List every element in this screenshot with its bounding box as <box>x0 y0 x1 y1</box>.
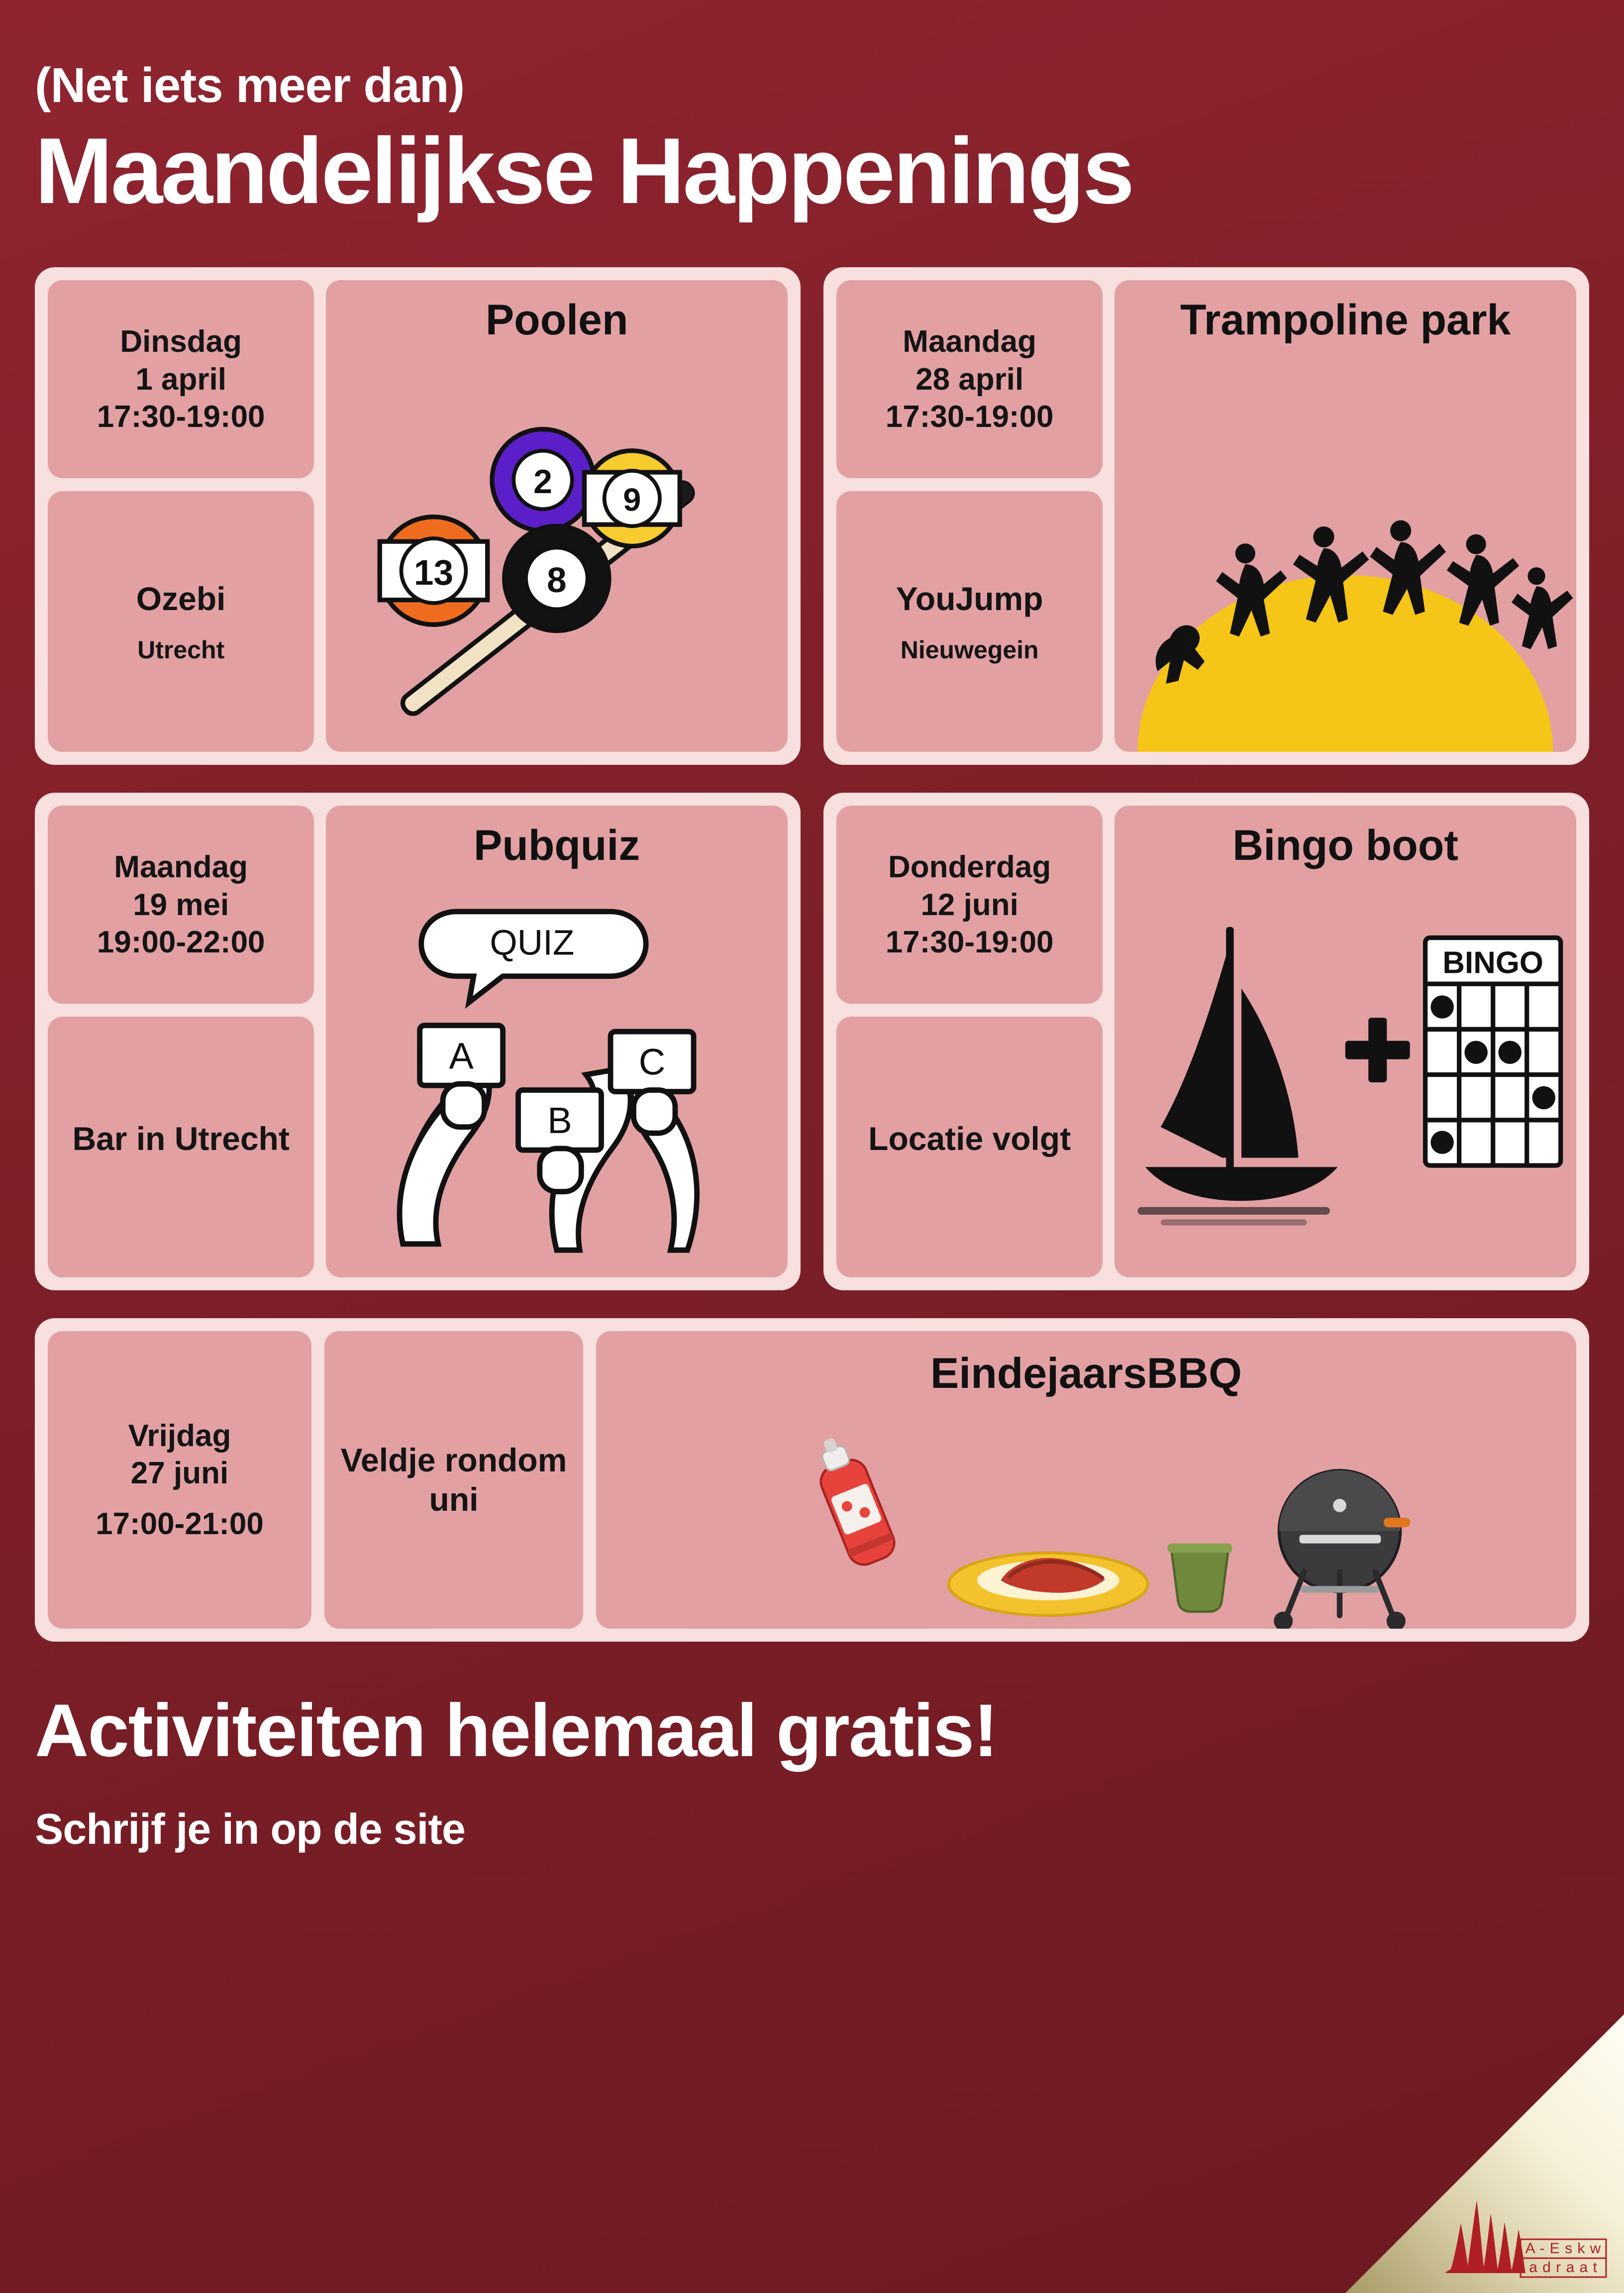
event-info-column <box>48 806 314 1277</box>
event-location-panel <box>836 491 1103 752</box>
event-venue: Ozebi <box>136 580 226 617</box>
event-art-panel <box>596 1331 1576 1629</box>
pool-balls-icon <box>326 343 788 752</box>
event-venue: YouJump <box>896 580 1043 617</box>
svg-text:9: 9 <box>623 481 641 518</box>
event-location-panel <box>48 1017 314 1277</box>
event-title: Poolen <box>485 296 628 344</box>
event-location-panel <box>48 491 314 752</box>
bbq-grill-icon <box>596 1430 1576 1629</box>
event-info-column <box>836 806 1103 1277</box>
event-venue: Bar in Utrecht <box>72 1120 290 1157</box>
event-city: Utrecht <box>137 635 225 664</box>
free-activities-text: Activiteiten helemaal gratis! <box>35 1688 998 1772</box>
poster-kicker: (Net iets meer dan) <box>35 58 465 112</box>
event-day: Maandag <box>114 849 248 884</box>
event-day: Vrijdag <box>128 1418 231 1453</box>
event-card-bingoboot[interactable] <box>823 793 1589 1290</box>
event-date: 1 april <box>135 362 226 397</box>
event-date: 28 april <box>915 362 1024 397</box>
event-card-trampoline[interactable] <box>823 267 1589 765</box>
svg-text:C: C <box>639 1041 666 1083</box>
page-title: Maandelijkse Happenings <box>35 118 1133 223</box>
svg-text:13: 13 <box>414 553 454 593</box>
svg-text:2: 2 <box>533 462 553 501</box>
event-date: 12 juni <box>920 887 1018 922</box>
event-art-panel <box>326 806 788 1277</box>
a-eskwadraat-logo <box>1446 2165 1610 2279</box>
event-time: 17:00-21:00 <box>96 1507 264 1542</box>
event-date: 19 mei <box>133 887 229 922</box>
event-title: Trampoline park <box>1180 296 1511 344</box>
svg-text:B: B <box>547 1100 573 1142</box>
event-art-panel <box>326 280 788 752</box>
svg-text:QUIZ: QUIZ <box>490 923 575 963</box>
event-location-panel <box>836 1017 1103 1277</box>
event-title: EindejaarsBBQ <box>930 1350 1242 1398</box>
event-info-column <box>48 280 314 752</box>
event-info-column <box>836 280 1103 752</box>
event-art-panel <box>1115 280 1576 752</box>
event-date-panel <box>48 1331 311 1629</box>
event-date-panel <box>48 280 314 478</box>
event-venue: Locatie volgt <box>868 1120 1071 1157</box>
event-date-panel <box>836 806 1103 1004</box>
event-time: 19:00-22:00 <box>97 925 265 960</box>
event-date: 27 juni <box>130 1456 229 1491</box>
event-card-pubquiz[interactable] <box>35 793 801 1290</box>
logo-line-1: A - E s k w <box>1525 2240 1602 2257</box>
poster-header <box>0 0 1624 223</box>
event-time: 17:30-19:00 <box>97 400 265 434</box>
event-location-panel: Veldje rondom uni <box>324 1331 583 1629</box>
event-title: Bingo boot <box>1232 822 1459 870</box>
event-date-panel <box>836 280 1103 478</box>
event-day: Maandag <box>903 324 1037 359</box>
sailboat-bingo-icon <box>1115 869 1576 1277</box>
event-day: Donderdag <box>888 849 1051 884</box>
poster-footer <box>35 1688 1589 1854</box>
event-day: Dinsdag <box>120 324 242 359</box>
svg-text:8: 8 <box>547 561 567 601</box>
events-grid <box>35 267 1589 1290</box>
event-title: Pubquiz <box>473 822 640 870</box>
quiz-hands-icon <box>326 869 788 1277</box>
svg-text:BINGO: BINGO <box>1442 945 1544 980</box>
event-time: 17:30-19:00 <box>885 400 1054 434</box>
event-card-poolen[interactable] <box>35 267 801 765</box>
event-city: Nieuwegein <box>900 635 1039 664</box>
jumping-people-icon <box>1115 343 1576 752</box>
event-card-bbq[interactable] <box>35 1318 1589 1642</box>
event-art-panel <box>1115 806 1576 1277</box>
signup-text: Schrijf je in op de site <box>35 1805 465 1853</box>
svg-text:A: A <box>449 1035 474 1077</box>
logo-line-2: a d r a a t <box>1529 2259 1598 2276</box>
event-time: 17:30-19:00 <box>885 925 1054 960</box>
event-date-panel <box>48 806 314 1004</box>
